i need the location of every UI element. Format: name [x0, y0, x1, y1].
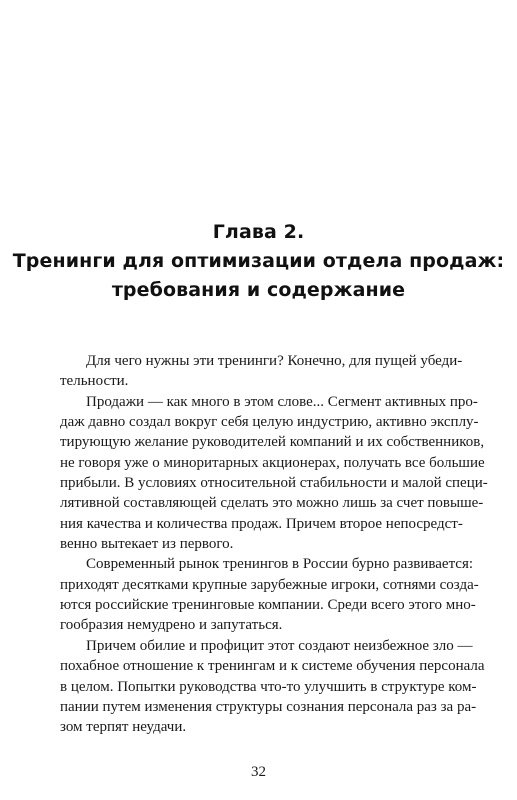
page-number: 32 [251, 764, 266, 780]
text-line: Для чего нужны эти тренинги? Конечно, для пущей убеди- [86, 353, 463, 369]
text-line: лятивной составляющей сделать это можно лишь за счет повыше- [60, 495, 484, 512]
text-line: зом терпят неудачи. [60, 719, 187, 736]
text-line: тирующую желание руководителей компаний и их собственников, [60, 434, 485, 451]
text-line: ются российские тренинговые компании. Среди всего этого мно- [60, 597, 476, 614]
text-line: тельности. [60, 373, 129, 390]
text-line: похабное отношение к тренингам и к системе обучения персонала [60, 658, 485, 675]
text-line: прибыли. В условиях относительной стабильности и малой специ- [60, 475, 488, 492]
chapter-heading [0, 218, 517, 305]
chapter-title-line-1: Тренинги для оптимизации отдела продаж: [12, 250, 505, 272]
chapter-number: Глава 2. [212, 221, 305, 243]
text-line: в целом. Попытки руководства что-то улучшить в структуре ком- [60, 678, 477, 695]
text-line: венно вытекает из первого. [60, 536, 234, 553]
text-line: Причем обилие и профицит этот создают неизбежное зло — [86, 637, 473, 654]
text-line: гообразия немудрено и запутаться. [60, 617, 283, 634]
text-line: приходят десятками крупные зарубежные игроки, сотнями созда- [60, 576, 479, 593]
text-line: даж давно создал вокруг себя целую индустрию, активно эксплу- [60, 414, 479, 431]
chapter-title-line-2: требования и содержание [111, 279, 406, 301]
text-line: пании путем изменения структуры сознания персонала раз за ра- [60, 698, 477, 715]
text-line: Современный рынок тренингов в России бурно развивается: [86, 556, 474, 573]
text-line: не говоря уже о миноритарных акционерах, получать все большие [60, 454, 485, 471]
text-line: ния качества и количества продаж. Причем второе непосредст- [60, 515, 463, 532]
text-line: Продажи — как много в этом слове... Сегмент активных про- [86, 393, 478, 410]
body-text [60, 351, 488, 738]
